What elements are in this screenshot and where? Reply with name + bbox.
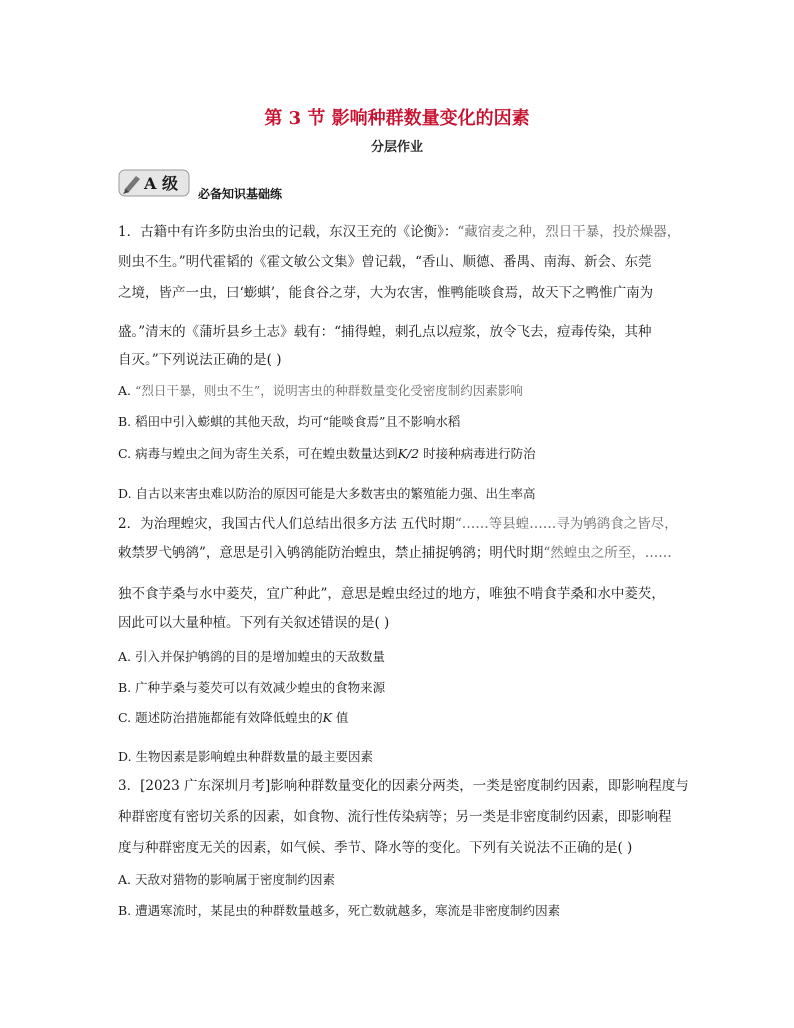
q1-line-3: 之境，皆产一虫，曰‘蟛蜞’，能食谷之芽，大为农害，惟鸭能啖食焉，故天下之鸭惟广南为 (118, 285, 654, 301)
page-title: 第 3 节 影响种群数量变化的因素 (264, 108, 530, 129)
q2-option-d: D. 生物因素是影响蝗虫种群数量的最主要因素 (118, 749, 374, 764)
q3-line-2: 种群密度有密切关系的因素，如食物、流行性传染病等；另一类是非密度制约因素，即影响程 (118, 809, 672, 825)
q2-line-1: 2．为治理蝗灾，我国古代人们总结出很多方法 五代时期“……等县蝗……寻为鸲鹆食之皆尽， (118, 516, 678, 532)
q1-line-5: 自灭。”下列说法正确的是( ) (118, 352, 282, 368)
q1-line-2: 则虫不生。”明代霍韬的《霍文敏公文集》曾记载，“香山、顺德、番禺、南海、新会、东莞 (118, 254, 652, 270)
q1-option-b: B. 稻田中引入蟛蜞的其他天敌，均可“能啖食焉”且不影响水稻 (118, 414, 461, 429)
q1-option-c: C. 病毒与蝗虫之间为寄生关系，可在蝗虫数量达到K/2 时接种病毒进行防治 (118, 446, 536, 461)
q2-line-2: 敕禁罗弋鸲鹆”，意思是引入鸲鹆能防治蝗虫，禁止捕捉鸲鹆；明代时期“然蝗虫之所至，…… (118, 545, 672, 561)
q2-option-a: A. 引入并保护鸲鹆的目的是增加蝗虫的天敌数量 (118, 649, 385, 664)
q3-line-3: 度与种群密度无关的因素，如气候、季节、降水等的变化。下列有关说法不正确的是( ) (118, 840, 633, 856)
q2-line-3: 独不食芋桑与水中菱芡，宜广种此”，意思是蝗虫经过的地方，唯独不啃食芋桑和水中菱芡， (118, 586, 665, 602)
section-label: 必备知识基础练 (198, 187, 283, 201)
q1-option-d: D. 自古以来害虫难以防治的原因可能是大多数害虫的繁殖能力强、出生率高 (118, 486, 536, 501)
q1-line-4: 盛。”清末的《蒲圻县乡土志》载有：“捕得蝗，刺孔点以痘浆，放令飞去，痘毒传染，其种 (118, 324, 652, 340)
page-subtitle: 分层作业 (370, 140, 423, 155)
q3-line-1: 3．[2023 广东深圳月考]影响种群数量变化的因素分两类，一类是密度制约因素，即影响程度与 (118, 778, 689, 794)
q3-option-b: B. 遭遇寒流时，某昆虫的种群数量越多，死亡数就越多，寒流是非密度制约因素 (118, 903, 561, 918)
q2-option-c: C. 题述防治措施都能有效降低蝗虫的K 值 (118, 710, 349, 725)
q1-option-a: A. “烈日干暴，则虫不生”，说明害虫的种群数量变化受密度制约因素影响 (118, 383, 523, 398)
level-badge-label: A 级 (144, 174, 178, 193)
q1-line-1: 1．古籍中有许多防虫治虫的记载，东汉王充的《论衡》：“藏宿麦之种，烈日干暴，投於燥器， (118, 224, 681, 240)
q2-line-4: 因此可以大量种植。下列有关叙述错误的是( ) (118, 615, 390, 631)
q3-option-a: A. 天敌对猎物的影响属于密度制约因素 (118, 872, 335, 887)
q2-option-b: B. 广种芋桑与菱芡可以有效减少蝗虫的食物来源 (118, 680, 386, 695)
